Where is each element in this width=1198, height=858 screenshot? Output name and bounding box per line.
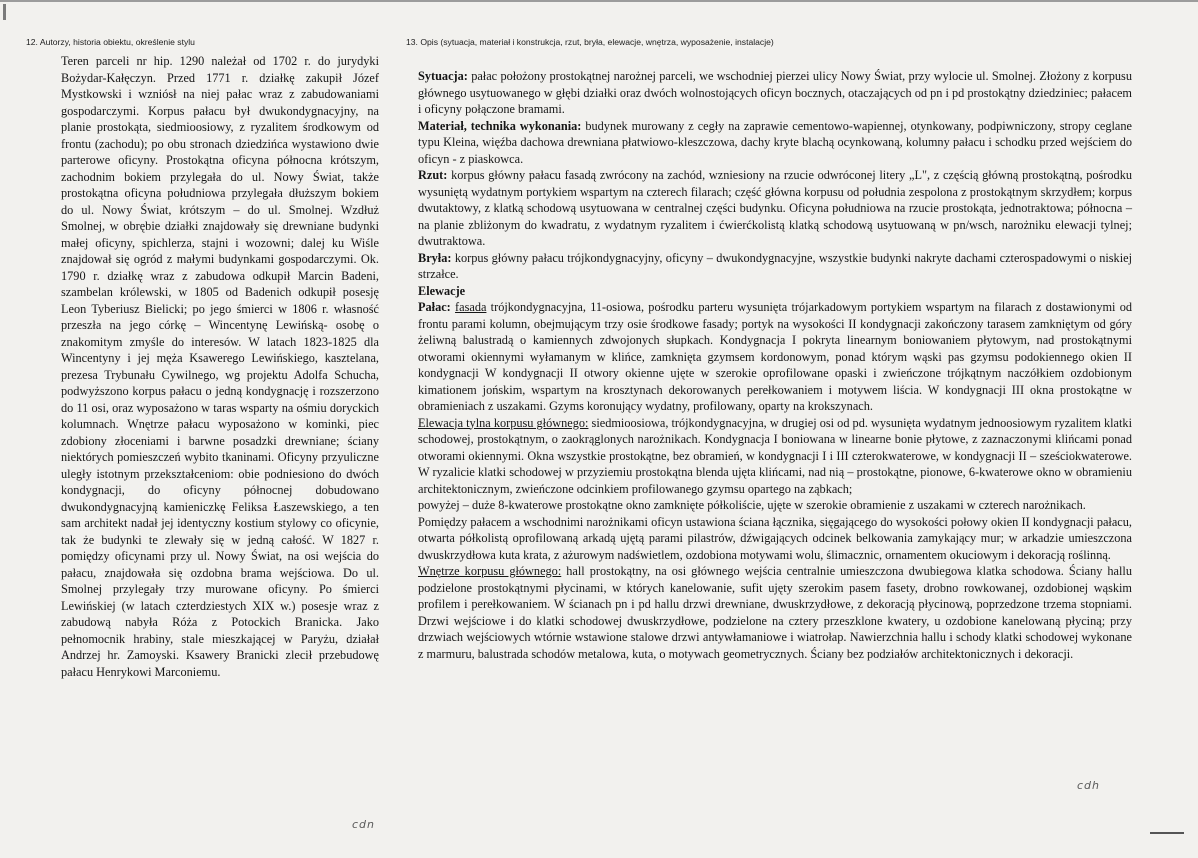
- text-plan: korpus główny pałacu fasadą zwrócony na zachód, wzniesiony na rzucie odwróconej litery „L", z częścią główną prostokątną, pośrodku wysuniętą wydatnym portykiem wspartym na czterech filarach; część główna korpusu od południa zespolona z prostokątnym skrzydłem; korpus dwutaktowy, z klatką schodową usytuowana w centralnej części budynku. Oficyna południowa na rzucie prostokąta, jednotraktowa; północna – na planie zbliżonym do kwadratu, z wydatnym ryzalitem i ćwierćkolistą klatką schodową usytuowaną w pn/wsch, narożniku elewacji tylnej; dwutraktowa.: [418, 168, 1132, 248]
- text-material: budynek murowany z cegły na zaprawie cementowo-wapiennej, otynkowany, podpiwniczony, stropy ceglane typu Kleina, więźba dachowa drewniana płatwiowo-kleszczowa, dachy kryte blachą ocynkowaną, kolumny pałacu i schodku przed wejściem do oficyn - z piaskowca.: [418, 118, 1132, 166]
- paragraph-situation: [418, 68, 1132, 118]
- scan-edge-mark: [3, 4, 6, 20]
- text-rear-elevation: siedmioosiowa, trójkondygnacyjna, w drugiej osi od pd. wysunięta wydatnym jednoosiowym ryzalitem klatki schodowej, prostokątnym, o zaokrąglonych narożnikach. Kondygnacja I boniowana w linearne bonie płytowe, z zaznaczonymi klińcami ponad otworami okiennymi. Okna wszystkie prostokątne, bez obramień, w kondygnacji I i III czterokwaterowe, w kondygnacji II – sześciokwaterowe. W ryzalicie klatki schodowej w przyziemiu prostokątna blenda ujęta klińcami, nad nią – prostokątne, pionowe, 6-kwaterowe okno w obramieniu architektonicznym, zwieńczone odcinkiem profilowanego gzymsu opartego na ząbkach;: [418, 415, 1132, 496]
- author-initials-left: cdn: [352, 818, 376, 831]
- author-initials-right: cdh: [1077, 779, 1101, 792]
- label-palace: Pałac:: [418, 300, 451, 314]
- section-13-heading: 13. Opis (sytuacja, materiał i konstrukcja, rzut, bryła, elewacje, wnętrza, wyposażenie, instalacje): [406, 37, 774, 47]
- history-text: Teren parceli nr hip. 1290 należał od 1702 r. do jurydyki Bożydar-Kałęczyn. Przed 1771 r. działkę zakupił Józef Mystkowski i wzniósł na niej pałac wraz z zabudowaniami gospodarczymi. Korpus pałacu był dwukondygnacyjny, na planie prostokąta, siedmioosiowy, z ryzalitem środkowym od frontu (zachodu); po obu stronach dziedzińca wystawiono dwie parterowe oficyny. Prostokątna oficyna północna krótszym, zachodnim bokiem przylegała do ul. Nowy Świat, także prostokątna oficyna południowa przylegała dłuższym bokiem do ul. Nowy Świat, krótszym – do ul. Smolnej. Wzdłuż Smolnej, w obrębie działki znajdowały się drewniane budynki małej oficyny, spichlerza, stajni i wozowni; dalej ku Wiśle znajdował się ogród z małymi budynkami gospodarczymi. Ok. 1790 r. działkę wraz z zabudowa odkupił Marcin Badeni, szambelan królewski, w 1805 od Badenich odkupił posesję Leon Tyberiusz Bielicki; po jego śmierci w 1806 r. własność przeszła na jego córkę – Wincentynę Lewińską- osobę o znakomitym zmyśle do interesów. W latach 1823-1825 dla Wincentyny i jej męża Ksawerego Lewińskiego, kasztelana, prezesa Trybunału Cywilnego, wg projektu Adolfa Schucha, podwyższono korpus pałacu o jedną kondygnację i rozszerzono do 11 osi, oraz wyposażono w taras wsparty na ośmiu doryckich kolumnach. Wnętrze pałacu wyposażono w kominki, piec zdobiony złoceniami i barwne posadzki drewniane; ściany niektórych pomieszczeń wybito tkaninami. Oficyny przyuliczne uległy istotnym przekształceniom: obie podniesiono do dwóch kondygnacji, do oficyny północnej dobudowano dwukondygnacyjną kamieniczkę Feliksa Łaszewskiego, a ten sam architekt nadał jej identyczny kostium stylowy co oficynie, tak że budynki te zlewały się w jedną całość. W 1827 r. pomiędzy oficynami przy ul. Nowy Świat, na osi wejścia do pałacu, znajdowała się ozdobna brama wejściowa. Do ul. Smolnej przylegały trzy murowane oficyny. Po śmierci Lewińskiej (w latach czterdziestych XIX w.) posesje wraz z zabudową nabyła Róża z Potockich Branicka. Jako pełnomocnik hrabiny, stale mieszkającej w Paryżu, działał Andrzej hr. Zamoyski. Ksawery Branicki zlecił przebudowę pałacu Henrykowi Marconiemu.: [61, 54, 379, 679]
- scan-top-border: [0, 0, 1198, 2]
- label-facade: fasada: [455, 300, 487, 314]
- paragraph-palace-facade: [418, 299, 1132, 415]
- paragraph-plan: [418, 167, 1132, 250]
- paragraph-rear-elevation: [418, 415, 1132, 498]
- section-12-heading: 12. Autorzy, historia obiektu, określenie stylu: [26, 37, 195, 47]
- label-plan: Rzut:: [418, 168, 448, 182]
- paragraph-connector-wall: Pomiędzy pałacem a wschodnimi narożnikami oficyn ustawiona ściana łącznika, sięgającego do wysokości połowy okien II kondygnacji pałacu, otwarta półkolistą oprofilowaną arkadą ujętą parami pilastrów, dźwigających odcinek belkowania zamykający mur; w arkadzie umieszczona dwuskrzydłowa kuta krata, z ażurowym nadświetlem, ozdobiona motywami wolu, ślimacznic, ornamentem okuciowym i dekoracją roślinną.: [418, 514, 1132, 562]
- text-facade: trójkondygnacyjna, 11-osiowa, pośrodku parteru wysunięta trójarkadowym portykiem wspartym na filarach z dostawionymi od frontu parami kolumn, obejmującym trzy osie środkowe fasady; portyk na wysokości II kondygnacji zakończony tarasem zamkniętym od góry żeliwną balustradą o kamiennych zdwojonych słupkach. Kondygnacja I pokryta linearnym boniowaniem płytowym, nad prostokątnymi otworami okiennymi wyłamanym w klińce, zamknięta gzymsem kordonowym, ponad którym wąski pas gzymsu podokiennego okien II kondygnacji W kondygnacji II otwory okienne ujęte w szerokie oprofilowane opaski i zwieńczone trójkątnym naczółkiem ozdobionym kimationem jońskim, wspartym na krosztynach dekorowanych perełkowaniem i motywem liścia. W kondygnacji III okna prostokątne w obramieniach z uszakami. Gzyms koronujący wydatny, profilowany, oparty na krokszynach.: [418, 300, 1132, 413]
- label-situation: Sytuacja:: [418, 69, 468, 83]
- corner-mark: [1150, 832, 1184, 834]
- paragraph-interior: [418, 563, 1132, 662]
- text-massing: korpus główny pałacu trójkondygnacyjny, oficyny – dwukondygnacyjne, wszystkie budynki nakryte dachami czterospadowymi o niskiej strzałce.: [418, 250, 1132, 281]
- history-column: [61, 53, 379, 680]
- label-interior: Wnętrze korpusu głównego:: [418, 564, 562, 578]
- label-material: Materiał, technika wykonania:: [418, 118, 582, 133]
- description-column: [418, 68, 1132, 662]
- text-situation: pałac położony prostokątnej narożnej parceli, we wschodniej pierzei ulicy Nowy Świat, przy wylocie ul. Smolnej. Złożony z korpusu głównego usytuowanego w głębi działki oraz dwóch wolnostojących oficyn bocznych, otaczających od pn i pd prostokątny dziedziniec; pałacem i oficyny połączone bramami.: [418, 69, 1132, 116]
- elevations-heading: Elewacje: [418, 283, 466, 298]
- text-interior: hall prostokątny, na osi głównego wejścia centralnie umieszczona dwubiegowa klatka schodowa. Ściany hallu podzielone prostokątnymi płycinami, w których kanelowanie, sufit ujęty szerokim pasem fasety, drobno rowkowanej, ozdobionej wąskim profilem i perełkowaniem. W ścianach pn i pd hallu drzwi drewniane, dwuskrzydłowe, z dekoracją płycinową, poprzedzone trzema stopniami. Drzwi wejściowe i do klatki schodowej dwuskrzydłowe, podzielone na cztery przeszklone kwatery, u ozdobione kanelowaną płyciną; przy drzwiach wejściowych wtórnie wstawione stalowe drzwi antywłamaniowe i wiatrołap. Nawierzchnia hallu i schody klatki schodowej wykonane z marmuru, balustrada schodów metalowa, kuta, o motywach geometrycznych. Ściany bez podziałów architektonicznych i dekoracji.: [418, 564, 1132, 661]
- paragraph-massing: [418, 250, 1132, 283]
- paragraph-upper-window: powyżej – duże 8-kwaterowe prostokątne okno zamknięte półkoliście, ujęte w szerokie obramienie z uszakami w czterech narożnikach.: [418, 498, 1086, 512]
- paragraph-material: [418, 118, 1132, 168]
- label-rear-elevation: Elewacja tylna korpusu głównego:: [418, 415, 589, 430]
- label-massing: Bryła:: [418, 250, 452, 265]
